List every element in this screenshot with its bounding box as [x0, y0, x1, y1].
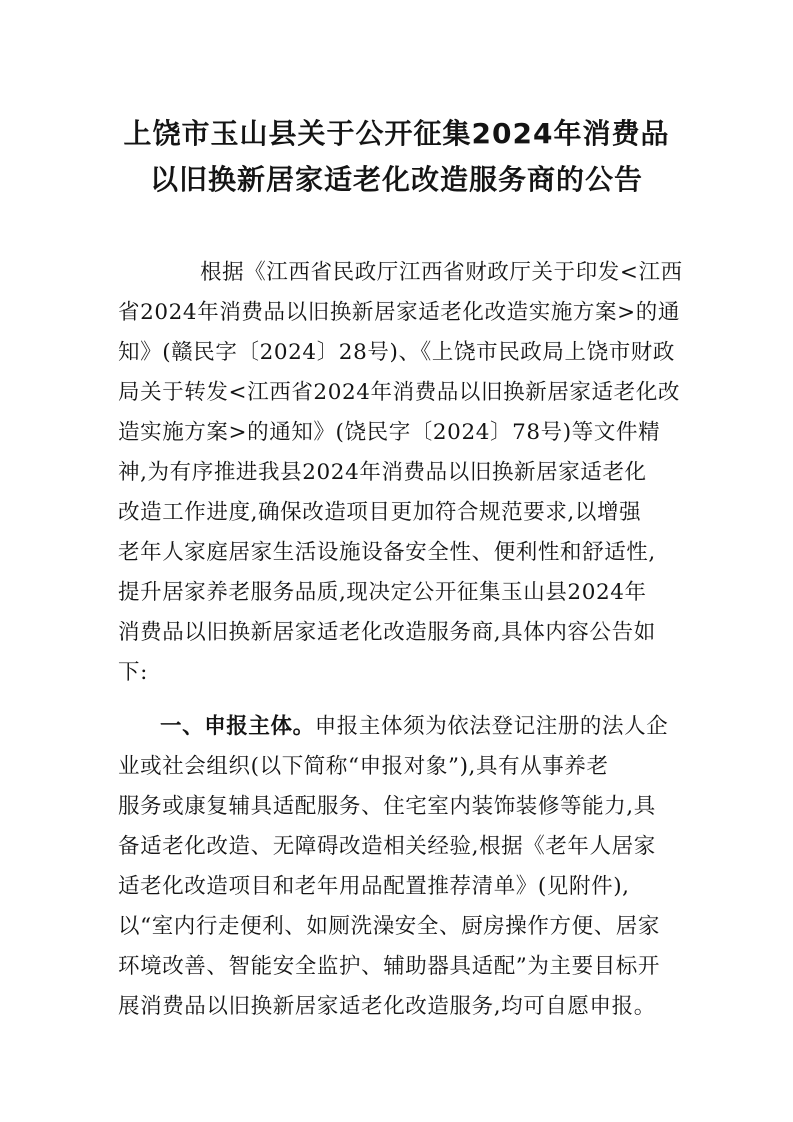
paragraph-1-text: 老年人家庭居家生活设施设备安全性、便利性和舒适性,: [118, 540, 656, 565]
section-1-text: 服务或康复辅具适配服务、住宅室内装饰装修等能力,具: [118, 794, 656, 819]
section-1-text: 备适老化改造、无障碍改造相关经验,根据《老年人居家: [118, 834, 656, 859]
section-1-text: 展消费品以旧换新居家适老化改造服务,均可自愿申报。: [118, 994, 656, 1019]
section-1-text: 环境改善、智能安全监护、辅助器具适配”为主要目标开: [118, 954, 660, 979]
paragraph-1-text: 省2024年消费品以旧换新居家适老化改造实施方案>的通: [118, 300, 680, 325]
paragraph-1-text: 消费品以旧换新居家适老化改造服务商,具体内容公告如: [118, 620, 656, 645]
section-1-first-line: [160, 712, 668, 742]
section-1-text: 业或社会组织(以下简称“申报对象”),具有从事养老: [118, 754, 609, 779]
paragraph-1-text: 局关于转发<江西省2024年消费品以旧换新居家适老化改: [118, 380, 680, 405]
section-1-text: 适老化改造项目和老年用品配置推荐清单》(见附件),: [118, 874, 630, 899]
paragraph-1-text: 神,为有序推进我县2024年消费品以旧换新居家适老化: [118, 460, 647, 485]
paragraph-1-text: 造实施方案>的通知》(饶民字〔2024〕78号)等文件精: [118, 420, 661, 445]
document-title-line-2: 以旧换新居家适老化改造服务商的公告: [149, 163, 643, 196]
section-1-heading: 一、申报主体。: [160, 714, 315, 739]
paragraph-1-text: 根据《江西省民政厅江西省财政厅关于印发<江西: [200, 260, 683, 285]
paragraph-1-text: 提升居家养老服务品质,现决定公开征集玉山县2024年: [118, 580, 647, 605]
paragraph-1-text: 知》(赣民字〔2024〕28号)、《上饶市民政局上饶市财政: [118, 340, 676, 365]
section-1-first-line-text: 申报主体须为依法登记注册的法人企: [314, 714, 669, 739]
document-title-line-1: 上饶市玉山县关于公开征集2024年消费品: [123, 117, 670, 150]
paragraph-1-text: 下:: [118, 660, 148, 685]
section-1-text: 以“室内行走便利、如厕洗澡安全、厨房操作方便、居家: [118, 914, 660, 939]
paragraph-1-text: 改造工作进度,确保改造项目更加符合规范要求,以增强: [118, 500, 642, 525]
